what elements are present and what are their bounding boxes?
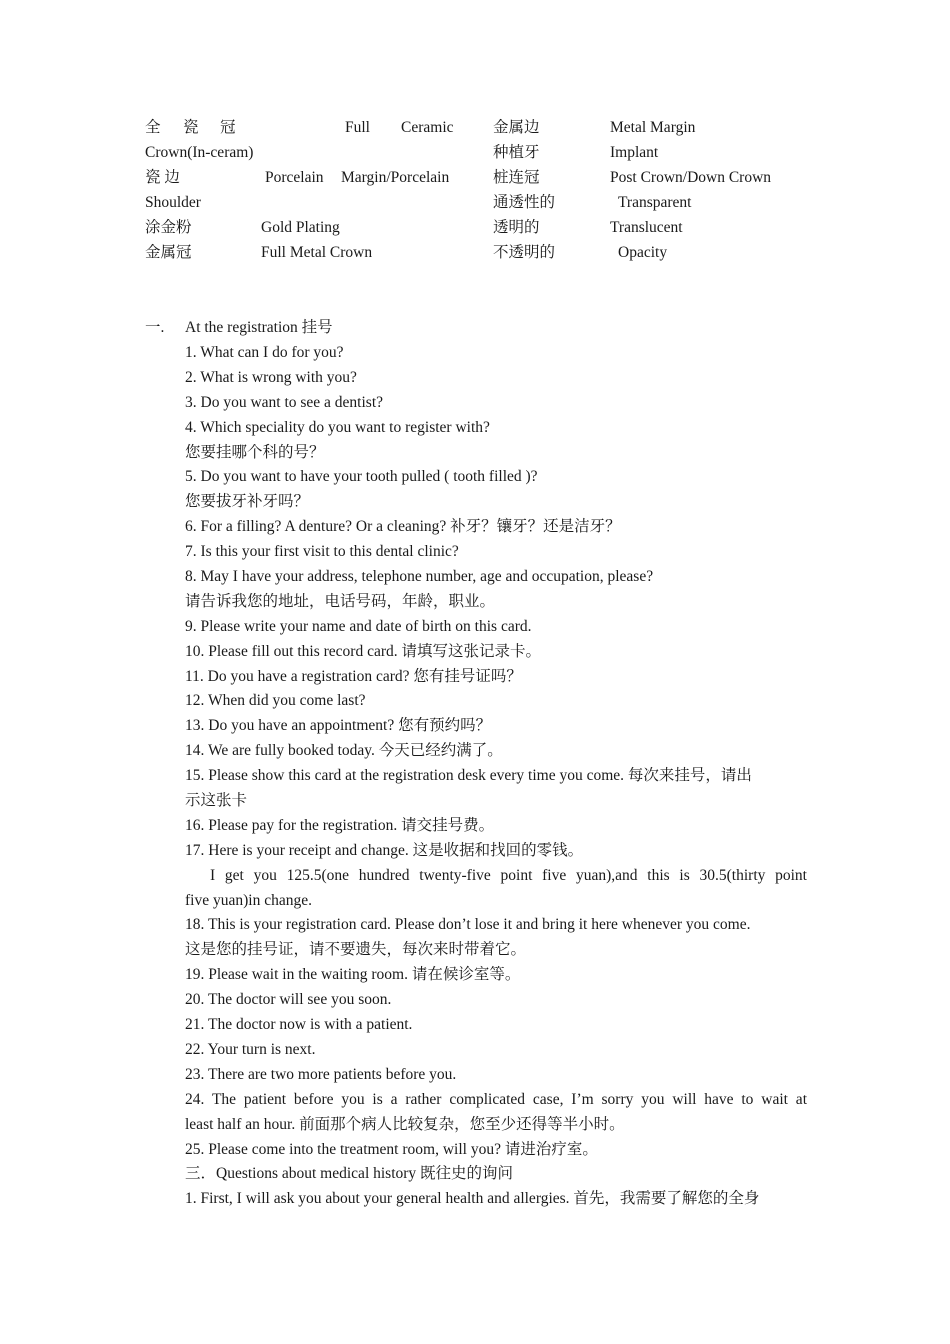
- glossary-term-cn: 桩连冠: [493, 169, 540, 186]
- section-heading: 三．Questions about medical history 既往史的询问: [185, 1165, 514, 1183]
- dialogue-line: 10. Please fill out this record card. 请填写这张记录卡。: [185, 642, 542, 660]
- dialogue-line: 7. Is this your first visit to this dental clinic?: [185, 543, 459, 561]
- dialogue-line: five yuan)in change.: [185, 891, 312, 909]
- dialogue-line: 13. Do you have an appointment? 您有预约吗？: [185, 717, 492, 735]
- dialogue-line: 23. There are two more patients before you.: [185, 1065, 457, 1083]
- glossary-term-en: Shoulder: [145, 194, 201, 211]
- dialogue-line: 示这张卡: [185, 792, 248, 810]
- glossary-term-en: Margin/Porcelain: [341, 169, 450, 186]
- glossary-term-cn: 种植牙: [493, 144, 540, 161]
- glossary-term-en: Translucent: [610, 219, 683, 236]
- dialogue-line: 11. Do you have a registration card? 您有挂号证吗？: [185, 667, 522, 685]
- dialogue-line: 15. Please show this card at the registration desk every time you come. 每次来挂号，请出: [185, 767, 752, 785]
- dialogue-line: 25. Please come into the treatment room, will you? 请进治疗室。: [185, 1140, 598, 1158]
- dialogue-line: 您要拔牙补牙吗？: [185, 493, 310, 511]
- dialogue-line: I get you 125.5(one hundred twenty-five point five yuan),and this is 30.5(thirty point: [210, 866, 807, 884]
- glossary-term-en: Full Metal Crown: [261, 244, 373, 261]
- dialogue-line: 请告诉我您的地址，电话号码，年龄，职业。: [185, 592, 496, 610]
- glossary-term-cn: 通透性的: [493, 194, 556, 211]
- dialogue-line: 18. This is your registration card. Please don’t lose it and bring it here whenever you come.: [185, 916, 751, 934]
- section-title: At the registration 挂号: [185, 319, 333, 336]
- dialogue-line: 20. The doctor will see you soon.: [185, 991, 392, 1009]
- glossary-term-cn: 冠: [220, 119, 236, 136]
- glossary-term-cn: 金属冠: [145, 244, 192, 261]
- glossary-term-en: Porcelain: [265, 169, 324, 186]
- glossary-term-en: Metal Margin: [610, 119, 696, 136]
- glossary-term-cn: 瓷 边: [145, 169, 180, 186]
- dialogue-line: 19. Please wait in the waiting room. 请在候诊室等。: [185, 966, 521, 984]
- glossary-term-en: Transparent: [618, 194, 692, 211]
- glossary-term-en: Full: [345, 119, 370, 136]
- section-number: 一.: [145, 319, 165, 336]
- dialogue-line: 5. Do you want to have your tooth pulled ( tooth filled )?: [185, 468, 538, 486]
- dialogue-line: 6. For a filling? A denture? Or a cleaning? 补牙？镶牙？还是洁牙？: [185, 518, 621, 536]
- dialogue-line: 3. Do you want to see a dentist?: [185, 393, 384, 411]
- glossary-term-cn: 金属边: [493, 119, 540, 136]
- glossary-term-en: Implant: [610, 144, 659, 161]
- glossary-term-en: Gold Plating: [261, 219, 340, 236]
- dialogue-line: least half an hour. 前面那个病人比较复杂，您至少还得等半小时。: [185, 1115, 625, 1133]
- dialogue-line: 21. The doctor now is with a patient.: [185, 1016, 413, 1034]
- glossary-term-en: Opacity: [618, 244, 668, 261]
- dialogue-line: 14. We are fully booked today. 今天已经约满了。: [185, 742, 503, 760]
- dialogue-line: 22. Your turn is next.: [185, 1040, 316, 1058]
- glossary-term-cn: 瓷: [183, 119, 199, 136]
- dialogue-list: [185, 343, 807, 1214]
- dialogue-line: 4. Which speciality do you want to register with?: [185, 418, 490, 436]
- glossary-term-en: Ceramic: [401, 119, 454, 136]
- dialogue-line: 1. What can I do for you?: [185, 344, 344, 361]
- glossary-term-cn: 不透明的: [493, 244, 556, 261]
- dialogue-line: 17. Here is your receipt and change. 这是收据和找回的零钱。: [185, 841, 584, 859]
- glossary-term-cn: 透明的: [493, 219, 540, 236]
- glossary-term-en: Crown(In-ceram): [145, 144, 254, 161]
- dialogue-line: 2. What is wrong with you?: [185, 368, 357, 386]
- dialogue-line: 这是您的挂号证，请不要遗失，每次来时带着它。: [185, 941, 527, 959]
- glossary-term-cn: 涂金粉: [145, 219, 192, 236]
- dialogue-line: 1. First, I will ask you about your general health and allergies. 首先，我需要了解您的全身: [185, 1190, 760, 1208]
- dialogue-line: 12. When did you come last?: [185, 692, 366, 710]
- dialogue-line: 您要挂哪个科的号？: [185, 443, 325, 461]
- dialogue-line: 9. Please write your name and date of birth on this card.: [185, 617, 532, 635]
- dialogue-line: 16. Please pay for the registration. 请交挂号费。: [185, 816, 495, 834]
- dialogue-line: 24. The patient before you is a rather complicated case, I’m sorry you will have to wait at: [185, 1090, 807, 1108]
- glossary-term-en: Post Crown/Down Crown: [610, 169, 772, 186]
- glossary-term-cn: 全: [145, 119, 161, 136]
- dialogue-line: 8. May I have your address, telephone number, age and occupation, please?: [185, 568, 654, 586]
